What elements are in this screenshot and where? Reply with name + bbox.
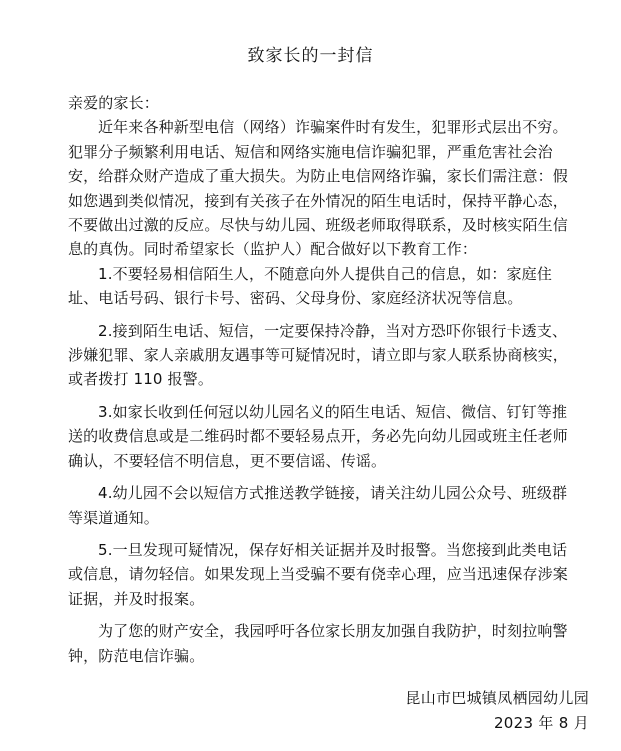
salutation: 亲爱的家长： [68, 94, 159, 112]
letter-body [68, 91, 568, 668]
closing-paragraph: 为了您的财产安全，我园呼吁各位家长朋友加强自我防护，时刻拉响警钟，防范电信诈骗。 [68, 622, 568, 665]
list-item: 5.一旦发现可疑情况，保存好相关证据并及时报警。当您接到此类电话或信息，请勿轻信。如果发现上当受骗不要有侥幸心理，应当迅速保存涉案证据，并及时报案。 [68, 540, 568, 608]
signature-date: 2023 年 8 月 [493, 714, 589, 732]
list-item: 3.如家长收到任何冠以幼儿园名义的陌生电话、短信、微信、钉钉等推送的收费信息或是二维码时都不要轻易点开，务必先向幼儿园或班主任老师确认，不要轻信不明信息，更不要信谣、传谣。 [68, 402, 568, 470]
signature-organization: 昆山市巴城镇凤栖园幼儿园 [405, 689, 589, 707]
intro-paragraph: 近年来各种新型电信（网络）诈骗案件时有发生，犯罪形式层出不穷。犯罪分子频繁利用电话、短信和网络实施电信诈骗犯罪，严重危害社会治安，给群众财产造成了重大损失。为防止电信网络诈骗，家长们需注意：假如您遇到类似情况，接到有关孩子在外情况的陌生电话时，保持平静心态，不要做出过激的反应。尽快与幼儿园、班级老师取得联系，及时核实陌生信息的真伪。同时希望家长（监护人）配合做好以下教育工作： [68, 118, 568, 259]
list-item: 4.幼儿园不会以短信方式推送教学链接，请关注幼儿园公众号、班级群等渠道通知。 [68, 484, 568, 527]
list-item: 2.接到陌生电话、短信，一定要保持冷静，当对方恐吓你银行卡透支、涉嫌犯罪、家人亲戚朋友遇事等可疑情况时，请立即与家人联系协商核实，或者拨打 110 报警。 [68, 321, 568, 389]
signature-block [405, 686, 589, 736]
letter-title: 致家长的一封信 [247, 46, 374, 66]
list-item: 1.不要轻易相信陌生人，不随意向外人提供自己的信息，如：家庭住址、电话号码、银行卡号、密码、父母身份、家庭经济状况等信息。 [68, 264, 552, 308]
